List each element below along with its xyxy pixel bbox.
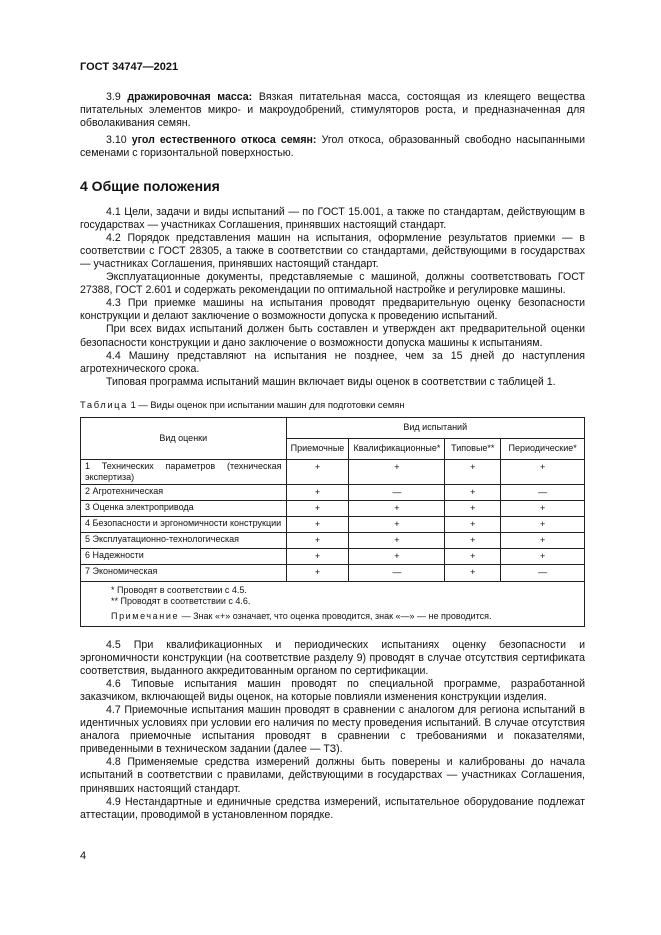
table-cell: + (286, 459, 349, 484)
page-content (80, 91, 585, 822)
table-row (81, 484, 585, 500)
table-cell: + (286, 549, 349, 565)
table-cell: + (501, 459, 585, 484)
evaluation-table (80, 417, 585, 627)
table-cell: + (445, 484, 501, 500)
table-notes (81, 581, 585, 626)
table-cell: + (445, 565, 501, 581)
paragraph-4-4: 4.4 Машину представляют на испытания не позднее, чем за 15 дней до наступления агротехнического срока. (80, 349, 585, 375)
paragraph-4-3-act: При всех видах испытаний должен быть составлен и утвержден акт предварительной оценки безопасности конструкции и дано заключение о возможности допуска машины к испытаниям. (80, 323, 585, 349)
table-row (81, 459, 585, 484)
table-cell: + (286, 517, 349, 533)
table-cell: + (349, 549, 445, 565)
column-header: Приемочные (286, 438, 349, 459)
paragraph-4-1: 4.1 Цели, задачи и виды испытаний — по ГОСТ 15.001, а также по стандартам, действующим в государствах — участниках Соглашения, принявших настоящий стандарт. (80, 205, 585, 231)
table-cell: + (501, 501, 585, 517)
document-header-code: ГОСТ 34747—2021 (80, 61, 179, 73)
table-cell: + (501, 533, 585, 549)
table-cell: — (501, 484, 585, 500)
table-cell: — (349, 484, 445, 500)
term-3-10-name: угол естественного откоса семян: (131, 134, 317, 147)
paragraph-4-7: 4.7 Приемочные испытания машин проводят в сравнении с аналогом для региона испытаний в идентичных условиях при условии его наличия по месту проведения испытаний. В случае отсутствия аналога приемочные испытания проводят в сравнении с требованиями и показателями, приведенными в техническом задании (далее — ТЗ). (80, 704, 585, 756)
term-3-9: 3.9 дражировочная масса: Вязкая питательная масса, состоящая из клеящего вещества питательных элементов микро- и макроудобрений, стимуляторов роста, и предназначенная для обволакивания семян. (80, 91, 585, 130)
table-row (81, 533, 585, 549)
column-header: Квалификационные* (349, 438, 445, 459)
table-row (81, 517, 585, 533)
table-cell: + (445, 533, 501, 549)
paragraph-4-8: 4.8 Применяемые средства измерений должны быть поверены и калиброваны до начала испытаний в соответствии с правилами, действующими в государствах — участниках Соглашения, принявших настоящий стандарт. (80, 756, 585, 795)
page-number: 4 (80, 850, 87, 862)
term-3-9-name: дражировочная масса: (127, 91, 253, 103)
row-label: 2 Агротехническая (81, 484, 287, 500)
footnote-1: * Проводят в соответствии с 4.5. (111, 584, 247, 595)
table-notes-row (81, 581, 585, 626)
footnote-2: ** Проводят в соответствии с 4.6. (111, 595, 251, 606)
paragraph-4-2-docs: Эксплуатационные документы, представляемые с машиной, должны соответствовать ГОСТ 27388, ГОСТ 2.601 и содержать рекомендации по оптимальной настройке и регулировке машины. (80, 271, 585, 297)
section-4-title: 4 Общие положения (80, 178, 220, 195)
paragraph-4-6: 4.6 Типовые испытания машин проводят по специальной программе, разработанной заказчиком, включающей виды оценок, на которые повлияли изменения конструкции изделия. (80, 677, 585, 703)
column-group-header: Вид испытаний (286, 417, 585, 438)
row-label: 3 Оценка электропривода (81, 501, 287, 517)
paragraph-4-4-program: Типовая программа испытаний машин включает виды оценок в соответствии с таблицей 1. (106, 375, 556, 388)
table-cell: + (445, 459, 501, 484)
paragraph-4-2: 4.2 Порядок представления машин на испытания, оформление результатов приемки — в соответствии с ГОСТ 28305, а также в соответствии со стандартами, действующими в государствах — участниках Соглашения, принявших настоящий стандарт. (80, 231, 585, 270)
row-label: 1 Технических параметров (техническая экспертиза) (81, 459, 287, 484)
table-cell: + (445, 501, 501, 517)
table-note: Примечание — Знак «+» означает, что оценка проводится, знак «—» — не проводится. (111, 610, 492, 621)
paragraph-4-3: 4.3 При приемке машины на испытания проводят предварительную оценку безопасности конструкции и делают заключение о возможности допуска к проведению испытаний. (80, 297, 585, 323)
paragraph-4-9: 4.9 Нестандартные и единичные средства измерений, испытательное оборудование подлежат аттестации, проводимой в установленном порядке. (80, 795, 585, 821)
table-cell: + (445, 517, 501, 533)
table-row (81, 565, 585, 581)
row-label: 7 Экономическая (81, 565, 287, 581)
table-cell: + (501, 549, 585, 565)
table-cell: + (445, 549, 501, 565)
table-row (81, 549, 585, 565)
table-cell: + (286, 565, 349, 581)
table-cell: + (286, 484, 349, 500)
table-cell: + (349, 517, 445, 533)
row-label: 5 Эксплуатационно-технологическая (81, 533, 287, 549)
table-cell: + (501, 517, 585, 533)
table-cell: + (286, 501, 349, 517)
column-header: Типовые** (445, 438, 501, 459)
row-label: 4 Безопасности и эргономичности конструкции (81, 517, 287, 533)
table-cell: — (349, 565, 445, 581)
table-cell: + (286, 533, 349, 549)
table-cell: + (349, 533, 445, 549)
paragraph-4-5: 4.5 При квалификационных и периодических испытаниях оценку безопасности и эргономичности конструкции (на соответствие разделу 9) проводят в случае отсутствия сертификата соответствия, выданного аккредитованным органом по сертификации. (80, 638, 585, 677)
table-cell: + (349, 459, 445, 484)
table-cell: — (501, 565, 585, 581)
row-label: 6 Надежности (81, 549, 287, 565)
column-header: Периодические* (501, 438, 585, 459)
column-header-evaluation: Вид оценки (81, 417, 287, 459)
table-caption: Таблица 1 — Виды оценок при испытании машин для подготовки семян (80, 398, 405, 410)
paragraphs-after-table (80, 639, 585, 822)
term-3-10: 3.10 угол естественного откоса семян: Угол откоса, образованный свободно насыпанными семенами с горизонтальной поверхностью. (80, 134, 586, 160)
table-row (81, 501, 585, 517)
table-cell: + (349, 501, 445, 517)
